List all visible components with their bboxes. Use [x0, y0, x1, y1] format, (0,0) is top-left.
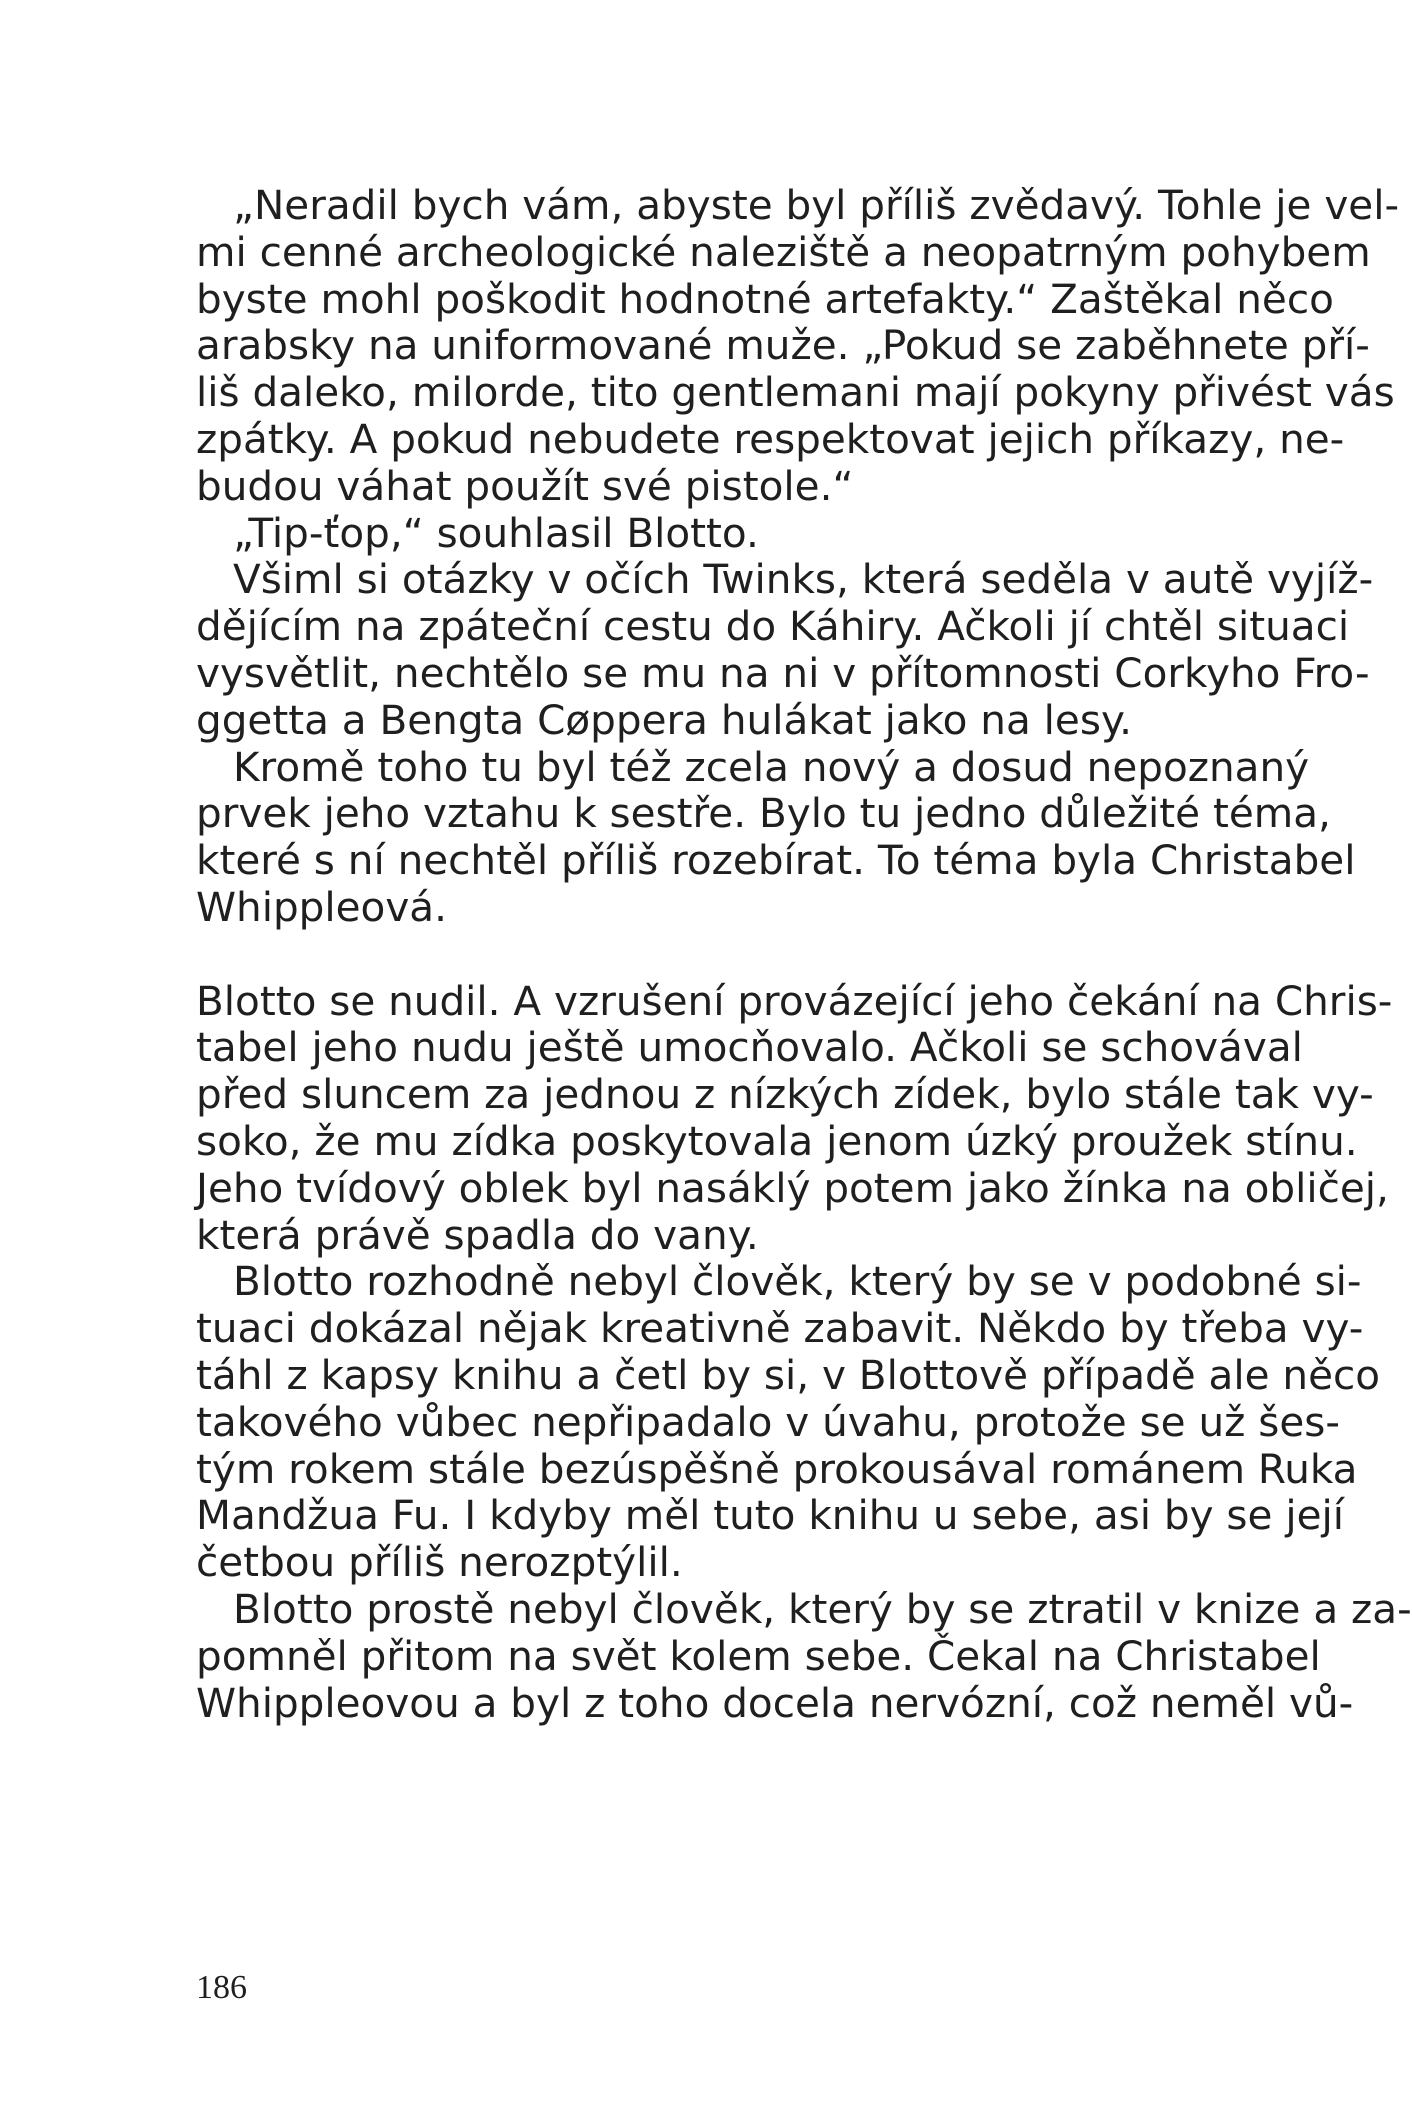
text-line: Mandžua Fu. I kdyby měl tuto knihu u sebe, asi by se její: [196, 1491, 1345, 1540]
text-line: tuaci dokázal nějak kreativně zabavit. Někdo by třeba vy-: [196, 1304, 1364, 1353]
text-line: takového vůbec nepřipadalo v úvahu, protože se už šes-: [196, 1397, 1341, 1446]
text-line: zpátky. A pokud nebudete respektovat jejich příkazy, ne-: [196, 414, 1345, 463]
text-line: Whippleová.: [196, 882, 447, 931]
text-line: tým rokem stále bezúspěšně prokousával románem Ruka: [196, 1444, 1358, 1493]
text-line: tabel jeho nudu ještě umocňovalo. Ačkoli se schovával: [196, 1023, 1303, 1072]
text-line: liš daleko, milorde, tito gentlemani mají pokyny přivést vás: [196, 368, 1395, 417]
text-line: byste mohl poškodit hodnotné artefakty.“ Zaštěkal něco: [196, 274, 1334, 323]
text-line: četbou příliš nerozptýlil.: [196, 1538, 683, 1587]
text-line: která právě spadla do vany.: [196, 1210, 759, 1259]
text-line: ggetta a Bengta Cøppera hulákat jako na lesy.: [196, 695, 1133, 744]
text-line: které s ní nechtěl příliš rozebírat. To téma byla Christabel: [196, 836, 1356, 885]
text-line: arabsky na uniformované muže. „Pokud se zaběhnete pří-: [196, 321, 1370, 370]
text-line: Blotto se nudil. A vzrušení provázející jeho čekání na Chris-: [196, 976, 1393, 1025]
section-break: [196, 931, 1214, 978]
text-line: prvek jeho vztahu k sestře. Bylo tu jedno důležité téma,: [196, 789, 1331, 838]
text-line: Kromě toho tu byl též zcela nový a dosud nepoznaný: [233, 742, 1310, 791]
text-line: soko, že mu zídka poskytovala jenom úzký proužek stínu.: [196, 1116, 1358, 1165]
text-line: budou váhat použít své pistole.“: [196, 461, 854, 510]
text-line: vysvětlit, nechtělo se mu na ni v přítomnosti Corkyho Fro-: [196, 648, 1370, 697]
text-line: dějícím na zpáteční cestu do Káhiry. Ačkoli jí chtěl situaci: [196, 602, 1350, 651]
text-line: „Tip-ťop,“ souhlasil Blotto.: [233, 508, 759, 557]
page-number: 186: [196, 1969, 247, 2006]
text-line: mi cenné archeologické naleziště a neopatrným pohybem: [196, 227, 1371, 276]
text-line: táhl z kapsy knihu a četl by si, v Blottově případě ale něco: [196, 1350, 1381, 1399]
text-line: pomněl přitom na svět kolem sebe. Čekal na Christabel: [196, 1631, 1321, 1680]
text-line: Všiml si otázky v očích Twinks, která seděla v autě vyjíž-: [233, 555, 1374, 604]
text-line: Whippleovou a byl z toho docela nervózní, což neměl vů-: [196, 1678, 1354, 1727]
text-line: před sluncem za jednou z nízkých zídek, bylo stále tak vy-: [196, 1070, 1374, 1119]
text-line: „Neradil bych vám, abyste byl příliš zvědavý. Tohle je vel-: [233, 181, 1400, 229]
text-line: Jeho tvídový oblek byl nasáklý potem jako žínka na obličej,: [196, 1163, 1389, 1212]
body-text: [196, 181, 1412, 1727]
text-line: Blotto prostě nebyl člověk, který by se ztratil v knize a za-: [233, 1584, 1412, 1633]
text-line: Blotto rozhodně nebyl člověk, který by se v podobné si-: [233, 1257, 1362, 1306]
